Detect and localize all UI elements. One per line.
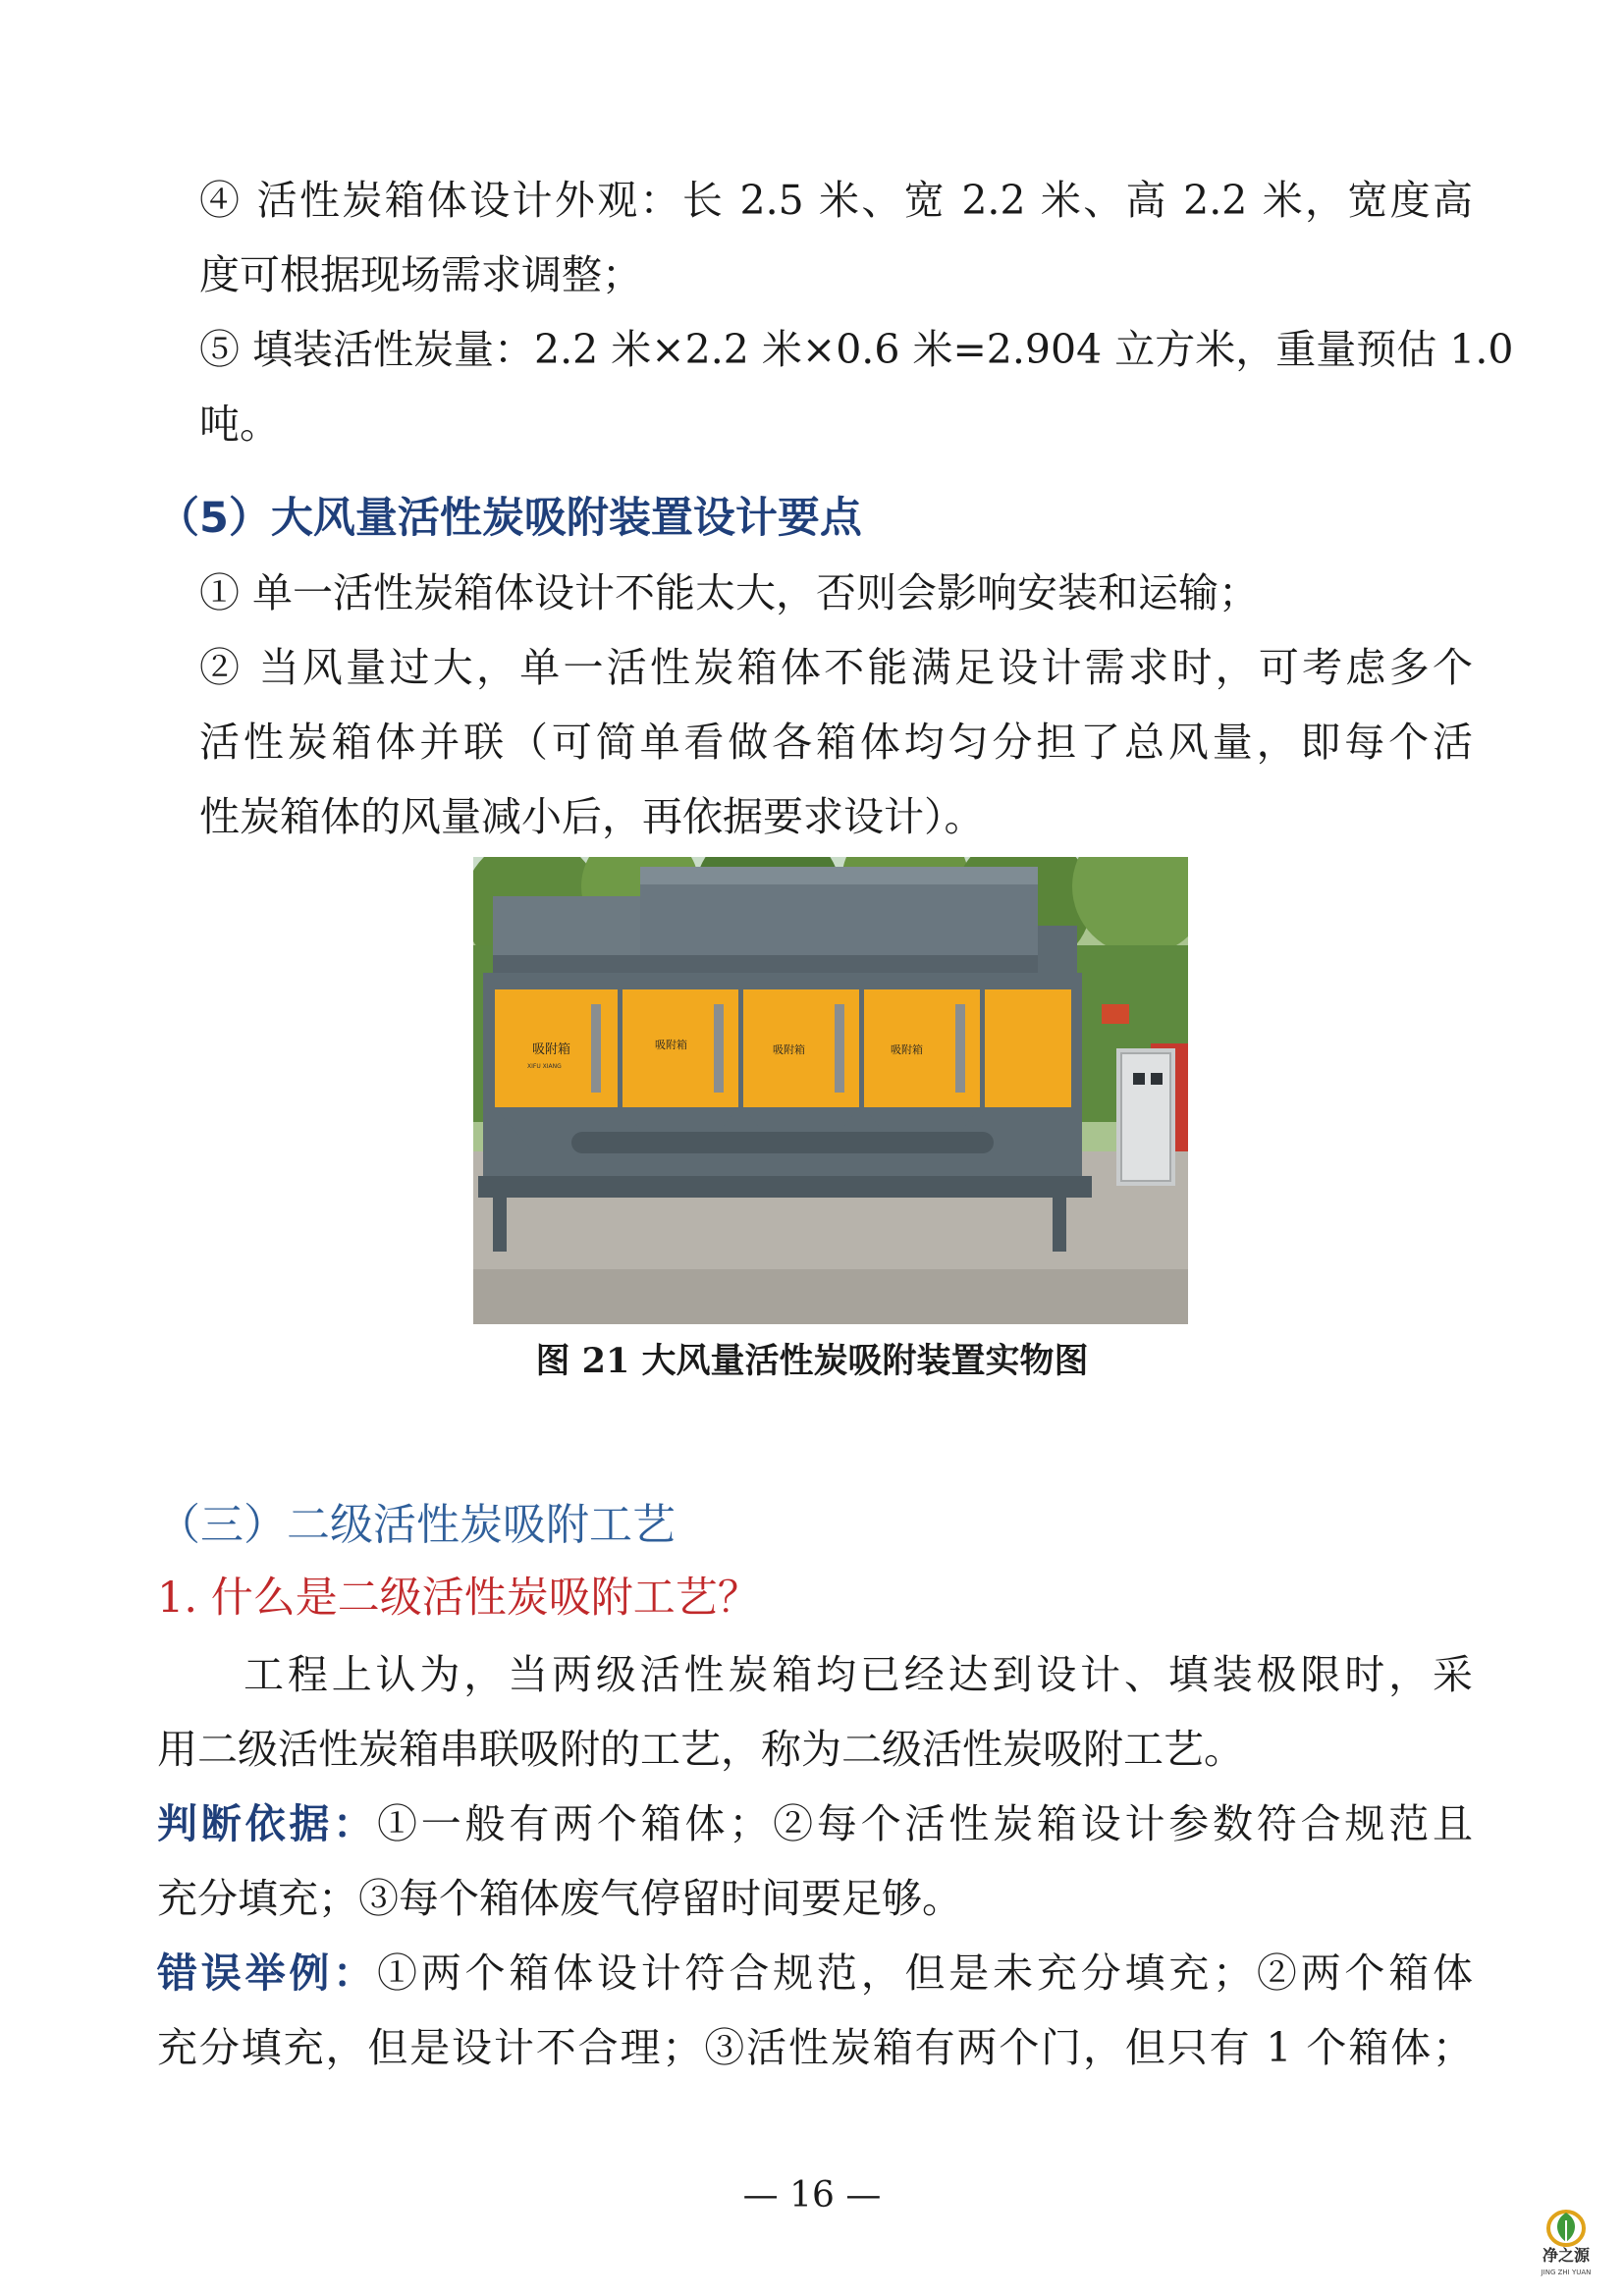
activated-carbon-device-illustration [473, 857, 1188, 1324]
question-heading: 1. 什么是二级活性炭吸附工艺？ [157, 1574, 760, 1623]
judgment-line-2: 充分填充；③每个箱体废气停留时间要足够。 [157, 1875, 962, 1922]
point-1: ① 单一活性炭箱体设计不能太大，否则会影响安装和运输； [199, 569, 1260, 616]
box-label: 吸附箱 [655, 1039, 687, 1051]
para-4-line-2: 度可根据现场需求调整； [199, 251, 642, 298]
point-2-line-3: 性炭箱体的风量减小后，再依据要求设计）。 [199, 793, 985, 840]
box-label: 吸附箱 [532, 1042, 571, 1057]
point-2-line-2: 活性炭箱体并联（可简单看做各箱体均匀分担了总风量，即每个活 [199, 719, 1473, 766]
leaf-logo-icon [1532, 2207, 1600, 2248]
q1-para-line-1: 工程上认为，当两级活性炭箱均已经达到设计、填装极限时，采 [244, 1651, 1473, 1698]
errors-line-1 [157, 1944, 1473, 2002]
judgment-label: 判断依据： [157, 1800, 377, 1847]
judgment-text-1: ①一般有两个箱体；②每个活性炭箱设计参数符合规范且 [376, 1800, 1474, 1847]
errors-label: 错误举例： [157, 1949, 377, 1997]
errors-text-1: ①两个箱体设计符合规范，但是未充分填充；②两个箱体 [376, 1949, 1474, 1997]
para-4-line-1: ④ 活性炭箱体设计外观：长 2.5 米、宽 2.2 米、高 2.2 米，宽度高 [199, 177, 1473, 224]
logo-name: 净之源 [1542, 2246, 1590, 2265]
judgment-line-1 [157, 1794, 1473, 1853]
errors-line-2: 充分填充，但是设计不合理；③活性炭箱有两个门，但只有 1 个箱体； [157, 2024, 1473, 2071]
device-photo [473, 857, 1188, 1324]
para-5-line-2: 吨。 [199, 400, 280, 448]
page-number: — 16 — [742, 2175, 882, 2216]
figure-caption: 图 21 大风量活性炭吸附装置实物图 [535, 1341, 1089, 1381]
subsection-heading: （5）大风量活性炭吸附装置设计要点 [157, 494, 862, 543]
box-label: 吸附箱 [891, 1043, 923, 1056]
box-label: 吸附箱 [773, 1043, 805, 1056]
logo-pinyin: JING ZHI YUAN [1541, 2269, 1592, 2276]
q1-para-line-2: 用二级活性炭箱串联吸附的工艺，称为二级活性炭吸附工艺。 [157, 1726, 1244, 1773]
box-sublabel: XIFU XIANG [527, 1063, 562, 1070]
section-heading: （三）二级活性炭吸附工艺 [157, 1500, 676, 1550]
brand-logo [1532, 2207, 1600, 2289]
para-5-line-1: ⑤ 填装活性炭量：2.2 米×2.2 米×0.6 米=2.904 立方米，重量预估 1.0 [199, 326, 1514, 373]
point-2-line-1: ② 当风量过大，单一活性炭箱体不能满足设计需求时，可考虑多个 [199, 644, 1473, 691]
